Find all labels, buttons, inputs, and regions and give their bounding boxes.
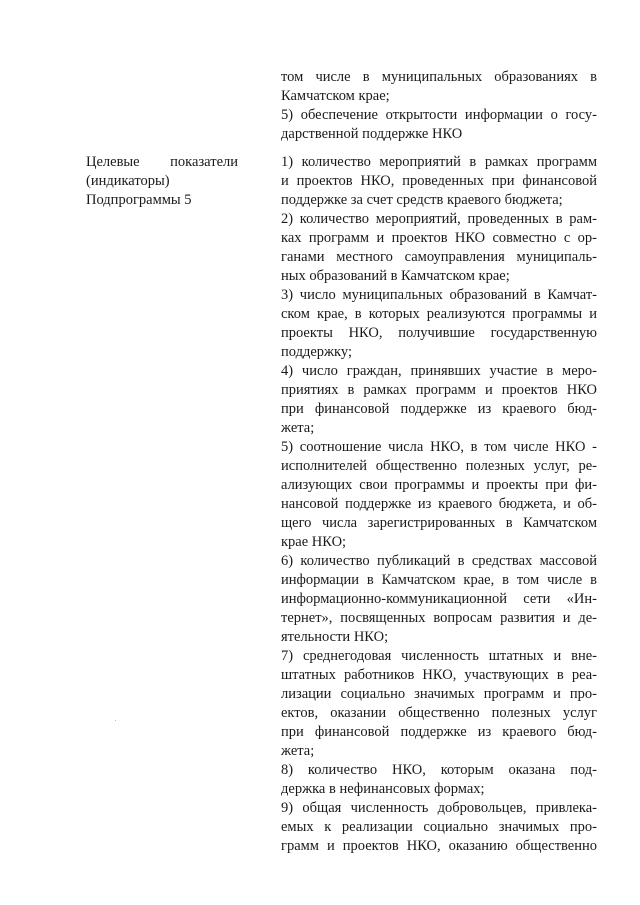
intro-line: том числе в муниципальных образованиях в <box>281 69 597 85</box>
section-label <box>86 153 238 210</box>
indicator-line: 2) количество мероприятий, проведенных в рам- <box>281 211 597 227</box>
indicator-line: 9) общая численность добровольцев, привлека- <box>281 800 597 816</box>
section-label-word-2: показатели <box>170 154 238 170</box>
indicator-line: при финансовой поддержке из краевого бюд- <box>281 724 597 740</box>
indicator-line: жета; <box>281 420 315 436</box>
indicator-line: емых к реализации социально значимых про- <box>281 819 597 835</box>
indicator-line: грамм и проектов НКО, оказанию общественно <box>281 838 597 854</box>
indicator-line: 4) число граждан, принявших участие в меро- <box>281 363 597 379</box>
indicator-line: ных образований в Камчатском крае; <box>281 268 510 284</box>
indicator-line: тернет», посвященных вопросам развития и де- <box>281 610 597 626</box>
indicator-line: информации в Камчатском крае, в том числе в <box>281 572 597 588</box>
indicator-line: 6) количество публикаций в средствах массовой <box>281 553 597 569</box>
section-label-line-1 <box>86 153 238 172</box>
indicator-line: штатных работников НКО, участвующих в реа- <box>281 667 597 683</box>
indicator-line: и проектов НКО, проведенных при финансовой <box>281 173 597 189</box>
indicator-line: 7) среднегодовая численность штатных и вне- <box>281 648 597 664</box>
indicator-line: лизации социально значимых программ и про- <box>281 686 597 702</box>
indicator-line: крае НКО; <box>281 534 347 550</box>
indicator-line: ектов, оказании общественно полезных услуг <box>281 705 597 721</box>
section-label-word-1: Целевые <box>86 154 140 170</box>
section-label-line-2: (индикаторы) <box>86 173 170 189</box>
indicator-line: приятиях в рамках программ и проектов НКО <box>281 382 597 398</box>
intro-line: дарственной поддержке НКО <box>281 126 463 142</box>
indicator-line: информационно-коммуникационной сети «Ин- <box>281 591 597 607</box>
section-label-line-3: Подпрограммы 5 <box>86 192 192 208</box>
indicator-line: 3) число муниципальных образований в Камчат- <box>281 287 597 303</box>
indicator-line: 8) количество НКО, которым оказана под- <box>281 762 597 778</box>
indicator-line: 1) количество мероприятий в рамках программ <box>281 154 597 170</box>
indicator-line: 5) соотношение числа НКО, в том числе НКО - <box>281 439 597 455</box>
intro-line: Камчатском крае; <box>281 88 390 104</box>
indicator-line: проекты НКО, получившие государственную <box>281 325 597 341</box>
indicator-line: жета; <box>281 743 315 759</box>
indicator-line: ском крае, в которых реализуются программы и <box>281 306 597 322</box>
indicator-line: поддержку; <box>281 344 352 360</box>
indicator-line: поддержке за счет средств краевого бюджета; <box>281 192 563 208</box>
indicator-line: нансовой поддержке из краевого бюджета, и об- <box>281 496 597 512</box>
indicator-line: держка в нефинансовых формах; <box>281 781 485 797</box>
intro-line: 5) обеспечение открытости информации о госу- <box>281 107 597 123</box>
indicator-line: ятельности НКО; <box>281 629 389 645</box>
scan-speck <box>115 720 116 721</box>
indicator-line: при финансовой поддержке из краевого бюд- <box>281 401 597 417</box>
indicator-line: ганами местного самоуправления муниципаль- <box>281 249 597 265</box>
indicator-line: ализующих свои программы и проекты при фи- <box>281 477 597 493</box>
indicator-line: щего числа зарегистрированных в Камчатском <box>281 515 597 531</box>
indicator-line: ках программ и проектов НКО совместно с ор- <box>281 230 597 246</box>
indicator-line: исполнителей общественно полезных услуг, ре- <box>281 458 597 474</box>
